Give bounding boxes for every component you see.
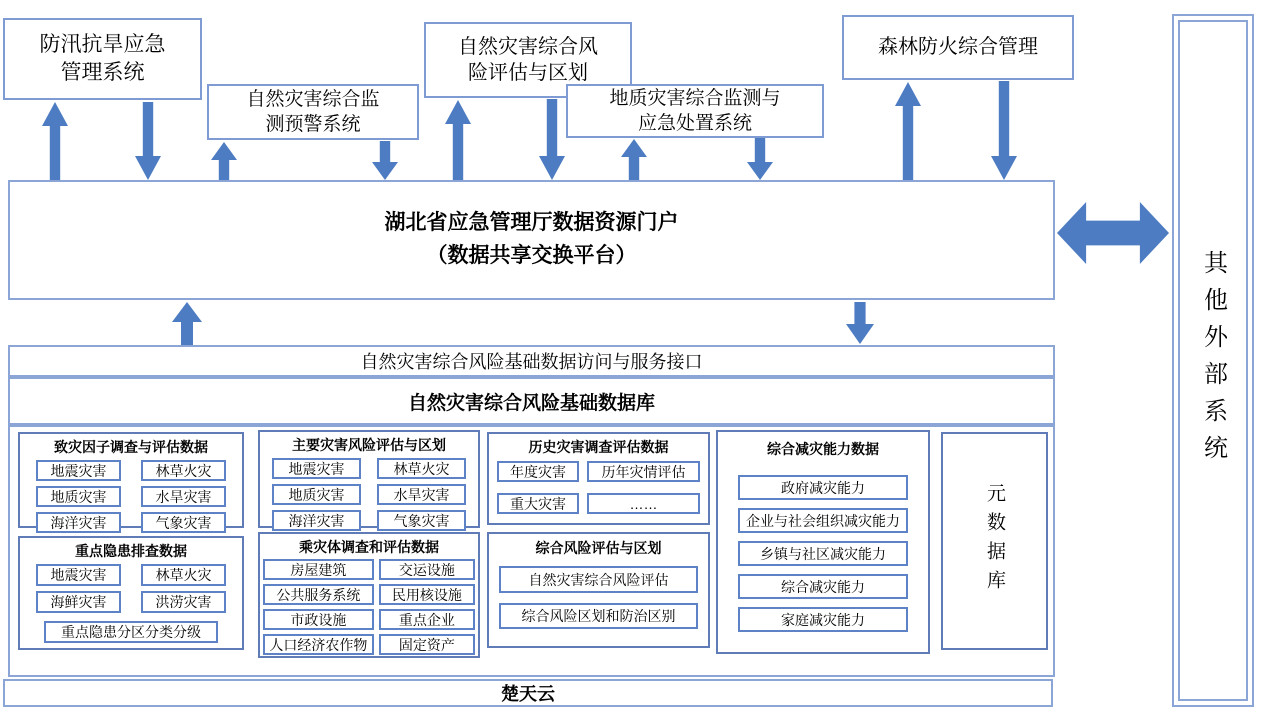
- data-item: 自然灾害综合风险评估: [499, 566, 698, 593]
- up-arrow: [445, 100, 471, 180]
- group-comprehensive-risk: [487, 532, 710, 648]
- service-interface-label: 自然灾害综合风险基础数据访问与服务接口: [360, 352, 703, 372]
- group-title: 乘灾体调查和评估数据: [299, 539, 439, 555]
- data-item: 地质灾害: [272, 484, 361, 505]
- down-arrow: [747, 138, 773, 180]
- external-systems-inner-box: [1178, 20, 1248, 701]
- service-interface-bar: [8, 345, 1055, 377]
- box-label-line: 防汛抗旱应急: [39, 33, 166, 57]
- data-item: 固定资产: [379, 634, 475, 655]
- data-item: 林草火灾: [377, 458, 466, 479]
- data-item: 家庭减灾能力: [738, 607, 908, 632]
- external-systems-box: [1172, 14, 1254, 707]
- up-arrow: [621, 139, 647, 180]
- data-item: 市政设施: [263, 609, 374, 630]
- data-item: 海洋灾害: [272, 510, 361, 531]
- data-item: 重点企业: [379, 609, 475, 630]
- box-forest-fire-mgmt: [842, 15, 1074, 80]
- group-title: 历史灾害调查评估数据: [528, 439, 669, 455]
- data-item: 房屋建筑: [263, 559, 374, 580]
- cloud-platform-label: 楚天云: [501, 684, 555, 704]
- group-disaster-bearing-body: [258, 532, 480, 658]
- data-item: 综合风险区划和防治区别: [499, 603, 698, 629]
- database-title-bar: [8, 377, 1055, 425]
- data-item: 气象灾害: [141, 512, 226, 533]
- data-item: 水旱灾害: [377, 484, 466, 505]
- metadata-db-box: [941, 432, 1048, 650]
- data-item: 地震灾害: [36, 460, 121, 481]
- down-arrow: [539, 99, 565, 180]
- data-item: 林草火灾: [141, 460, 226, 481]
- box-label-line: 管理系统: [60, 61, 145, 84]
- metadata-db-label: 元数据库: [984, 483, 1005, 599]
- data-item: ……: [587, 493, 700, 514]
- data-item: 气象灾害: [377, 510, 466, 531]
- box-label-line: 测预警系统: [265, 114, 361, 135]
- box-label-line: 地质灾害综合监测与: [609, 87, 781, 109]
- group-title: 主要灾害风险评估与区划: [292, 437, 446, 453]
- down-arrow: [135, 102, 161, 180]
- data-item: 林草火灾: [141, 564, 226, 586]
- cloud-platform-bar: [3, 679, 1053, 707]
- data-item: 洪涝灾害: [141, 591, 226, 613]
- portal-title-line2: （数据共享交换平台）: [426, 244, 637, 267]
- group-major-disaster-risk: [258, 430, 480, 528]
- data-item-wide: 重点隐患分区分类分级: [44, 621, 218, 643]
- data-item: 海洋灾害: [36, 512, 121, 533]
- box-label-line: 险评估与区划: [468, 62, 588, 84]
- up-arrow: [42, 102, 68, 180]
- data-item: 民用核设施: [379, 584, 475, 605]
- group-title: 综合减灾能力数据: [767, 441, 879, 457]
- group-historical-disaster: [487, 432, 710, 525]
- data-item: 企业与社会组织减灾能力: [738, 508, 908, 533]
- box-label-line: 森林防火综合管理: [878, 36, 1038, 59]
- data-item: 地质灾害: [36, 486, 121, 507]
- down-arrow: [846, 302, 874, 344]
- external-systems-label: 其他外部系统: [1199, 249, 1227, 472]
- data-item: 水旱灾害: [141, 486, 226, 507]
- data-item: 人口经济农作物: [263, 634, 374, 655]
- data-item: 历年灾情评估: [587, 461, 700, 482]
- data-item: 公共服务系统: [263, 584, 374, 605]
- group-mitigation-capacity: [716, 430, 930, 654]
- box-label-line: 自然灾害综合监: [246, 88, 380, 110]
- data-item: 年度灾害: [497, 461, 579, 482]
- box-geo-monitor-response: [566, 84, 824, 138]
- group-title: 重点隐患排查数据: [75, 543, 187, 559]
- group-title: 综合风险评估与区划: [535, 540, 662, 556]
- group-hazard-factor-survey: [18, 432, 244, 531]
- data-item: 交运设施: [379, 559, 475, 580]
- data-item: 地震灾害: [272, 458, 361, 479]
- data-item: 海鲜灾害: [36, 591, 121, 613]
- box-label-line: 自然灾害综合风: [458, 35, 598, 58]
- data-item: 地震灾害: [36, 564, 121, 586]
- data-item: 重大灾害: [497, 493, 579, 514]
- group-key-hidden-danger: [18, 536, 244, 650]
- database-title: 自然灾害综合风险基础数据库: [407, 392, 655, 414]
- box-label-line: 应急处置系统: [637, 113, 752, 134]
- box-flood-drought-system: [3, 18, 202, 100]
- data-item: 政府减灾能力: [738, 475, 908, 500]
- up-arrow: [172, 302, 202, 345]
- data-item: 乡镇与社区减灾能力: [738, 541, 908, 566]
- portal-title-line1: 湖北省应急管理厅数据资源门户: [384, 211, 679, 235]
- group-title: 致灾因子调查与评估数据: [54, 439, 208, 455]
- double-arrow: [1057, 202, 1169, 264]
- down-arrow: [991, 81, 1017, 180]
- portal-panel: [8, 180, 1055, 300]
- down-arrow: [372, 141, 398, 180]
- data-item: 综合减灾能力: [738, 574, 908, 599]
- up-arrow: [211, 142, 237, 180]
- up-arrow: [895, 82, 921, 180]
- box-monitor-warning-system: [207, 84, 419, 140]
